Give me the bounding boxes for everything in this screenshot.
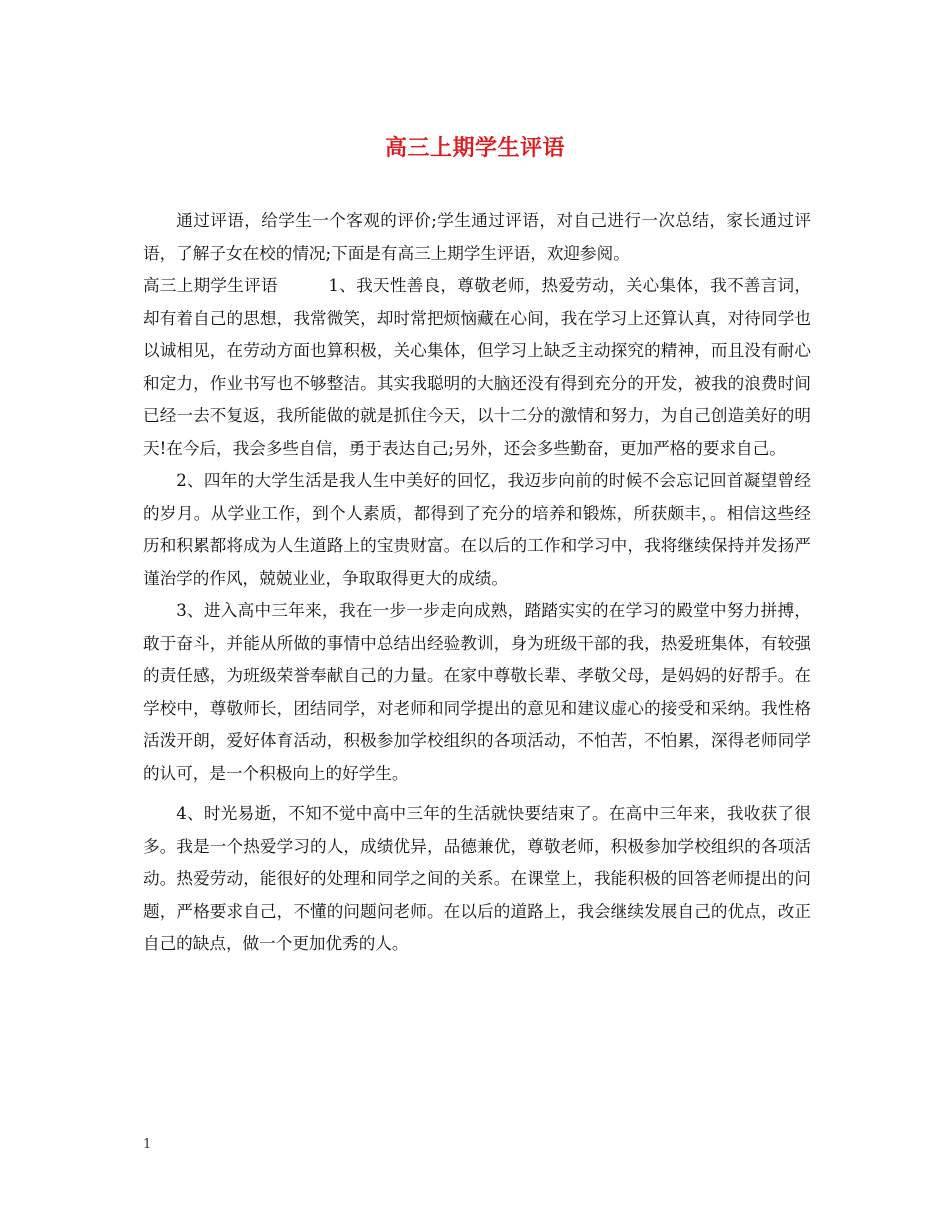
- comment-paragraph-3: 3、进入高中三年来，我在一步一步走向成熟，踏踏实实的在学习的殿堂中努力拼搏，敢于奋斗，并能从所做的事情中总结出经验教训，身为班级干部的我，热爱班集体，有较强的责任感，为班级荣誉奉献自己的力量。在家中尊敬长辈、孝敬父母，是妈妈的好帮手。在学校中，尊敬师长，团结同学，对老师和同学提出的意见和建议虚心的接受和采纳。我性格活泼开朗，爱好体育活动，积极参加学校组织的各项活动，不怕苦，不怕累，深得老师同学的认可，是一个积极向上的好学生。: [143, 601, 811, 783]
- comment-paragraph-4: 4、时光易逝，不知不觉中高中三年的生活就快要结束了。在高中三年来，我收获了很多。我是一个热爱学习的人，成绩优异，品德兼优，尊敬老师，积极参加学校组织的各项活动。热爱劳动，能很好的处理和同学之间的关系。在课堂上，我能积极的回答老师提出的问题，严格要求自己，不懂的问题问老师。在以后的道路上，我会继续发展自己的优点，改正自己的缺点，做一个更加优秀的人。: [143, 804, 811, 953]
- comment-paragraph-2: 2、四年的大学生活是我人生中美好的回忆，我迈步向前的时候不会忘记回首凝望曾经的岁月。从学业工作，到个人素质，都得到了充分的培养和锻炼，所获颇丰，。相信这些经历和积累都将成为人生道路上的宝贵财富。在以后的工作和学习中，我将继续保持并发扬严谨治学的作风，兢兢业业，争取取得更大的成绩。: [143, 471, 811, 588]
- intro-paragraph: 通过评语，给学生一个客观的评价;学生通过评语，对自己进行一次总结，家长通过评语，了解子女在校的情况;下面是有高三上期学生评语，欢迎参阅。: [143, 211, 811, 263]
- page-number: 1: [143, 1137, 152, 1152]
- comment-paragraph-1: 高三上期学生评语 1、我天性善良，尊敬老师，热爱劳动，关心集体，我不善言词，却有着自己的思想，我常微笑，却时常把烦恼藏在心间，我在学习上还算认真，对待同学也以诚相见，在劳动方面也算积极，关心集体，但学习上缺乏主动探究的精神，而且没有耐心和定力，作业书写也不够整洁。其实我聪明的大脑还没有得到充分的开发，被我的浪费时间已经一去不复返，我所能做的就是抓住今天，以十二分的激情和努力，为自己创造美好的明天!在今后，我会多些自信，勇于表达自己;另外，还会多些勤奋，更加严格的要求自己。: [143, 276, 811, 458]
- document-title: 高三上期学生评语: [384, 135, 565, 161]
- document-body: [143, 205, 811, 961]
